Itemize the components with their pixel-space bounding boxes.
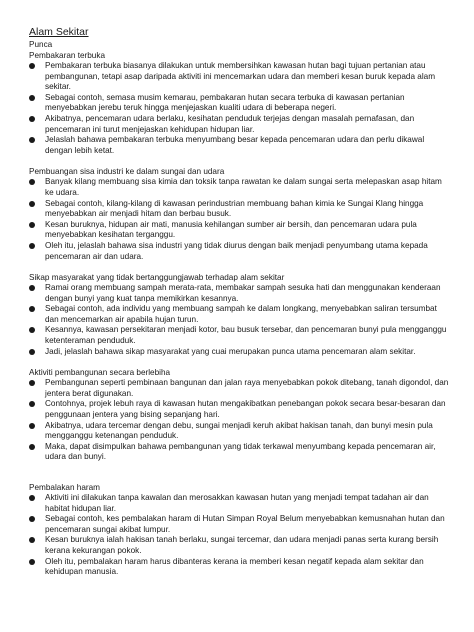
bullet-icon [29, 559, 35, 565]
bullet-icon [29, 95, 35, 101]
list-item-text: Akibatnya, udara tercemar dengan debu, sungai menjadi keruh akibat hakisan tanah, dan bunyi mesin pula mengganggu ketenangan penduduk. [45, 420, 433, 441]
bullet-icon [29, 137, 35, 143]
list-item-text: Pembakaran terbuka biasanya dilakukan untuk membersihkan kawasan hutan bagi tujuan pertanian atau pembangunan, tetapi asap daripada aktiviti ini mencemarkan udara dan memberi kesan buruk kepada alam sekitar. [45, 61, 436, 92]
list-item-text: Sebagai contoh, kilang-kilang di kawasan perindustrian membuang bahan kimia ke Sungai Klang hingga menyebabkan air menjadi hitam dan berbau busuk. [45, 198, 424, 219]
list-item-text: Jadi, jelaslah bahawa sikap masyarakat yang cuai merupakan punca utama pencemaran alam sekitar. [45, 346, 416, 356]
list-item [29, 177, 450, 198]
bullet-icon [29, 116, 35, 122]
list-item-text: Kesan buruknya ialah hakisan tanah berlaku, sungai tercemar, dan udara menjadi panas serta kurang bersih kerana kekurangan pokok. [45, 535, 439, 555]
bullet-list [29, 378, 450, 463]
list-item [29, 135, 450, 156]
list-item-text: Kesan buruknya, hidupan air mati, manusia kehilangan sumber air bersih, dan pencemaran udara pula menyebabkan kesihatan terganggu. [45, 219, 417, 240]
list-item-text: Oleh itu, pembalakan haram harus dibanteras kerana ia memberi kesan negatif kepada alam sekitar dan kehidupan manusia. [45, 556, 424, 577]
list-item-text: Banyak kilang membuang sisa kimia dan toksik tanpa rawatan ke dalam sungai serta melepaskan asap hitam ke udara. [45, 177, 442, 197]
bullet-icon [29, 401, 35, 407]
section-pembalakan-haram [29, 482, 450, 578]
list-item-text: Jelaslah bahawa pembakaran terbuka menyumbang besar kepada pencemaran udara dan perlu dikawal dengan lebih ketat. [45, 135, 425, 155]
bullet-icon [29, 380, 35, 386]
section-heading: Pembuangan sisa industri ke dalam sungai dan udara [29, 167, 225, 177]
bullet-list [29, 61, 450, 156]
list-item [29, 514, 450, 535]
bullet-list [29, 493, 450, 578]
bullet-icon [29, 285, 35, 291]
bullet-icon [29, 243, 35, 249]
section-heading: Aktiviti pembangunan secara berlebiha [29, 368, 171, 378]
list-item [29, 93, 450, 114]
list-item [29, 220, 450, 241]
list-item-text: Kesannya, kawasan persekitaran menjadi kotor, bau busuk tersebar, dan pencemaran bunyi pula mengganggu ketenteraman penduduk. [45, 325, 447, 346]
bullet-icon [29, 327, 35, 333]
list-item [29, 347, 450, 358]
bullet-icon [29, 516, 35, 522]
bullet-icon [29, 423, 35, 429]
list-item [29, 283, 450, 304]
section-sisa-industri [29, 166, 450, 262]
section-aktiviti-pembangunan [29, 367, 450, 463]
list-item-text: Pembangunan seperti pembinaan bangunan dan jalan raya menyebabkan pokok ditebang, tanah digondol, dan jentera berat digunakan. [45, 378, 449, 398]
list-item [29, 557, 450, 578]
bullet-icon [29, 349, 35, 355]
bullet-list [29, 177, 450, 262]
list-item-text: Oleh itu, jelaslah bahawa sisa industri yang tidak diurus dengan baik menjadi penyumbang utama kepada pencemaran air dan udara. [45, 240, 428, 261]
bullet-icon [29, 201, 35, 207]
list-item [29, 399, 450, 420]
list-item [29, 241, 450, 262]
list-item [29, 442, 450, 463]
list-item-text: Aktiviti ini dilakukan tanpa kawalan dan merosakkan kawasan hutan yang menjadi tempat tadahan air dan habitat hidupan liar. [45, 493, 429, 513]
bullet-icon [29, 222, 35, 228]
list-item [29, 493, 450, 514]
list-item [29, 114, 450, 135]
section-pembakaran-terbuka [29, 50, 450, 156]
section-heading: Pembalakan haram [29, 483, 100, 492]
list-item-text: Sebagai contoh, ada individu yang membuang sampah ke dalam longkang, menyebabkan saliran tersumbat dan mencemarkan air apabila hujan turun. [45, 304, 437, 324]
list-item [29, 421, 450, 442]
bullet-list [29, 283, 450, 357]
bullet-icon [29, 63, 35, 69]
spacer [29, 473, 450, 482]
list-item [29, 325, 450, 346]
list-item-text: Sebagai contoh, kes pembalakan haram di Hutan Simpan Royal Belum menyebabkan kemusnahan hutan dan pencemaran sungai akibat lumpur. [45, 514, 445, 534]
list-item [29, 378, 450, 399]
list-item-text: Contohnya, projek lebuh raya di kawasan hutan mengakibatkan penebangan pokok secara besar-besaran dan penggunaan jentera yang bising sepanjang hari. [45, 399, 446, 420]
list-item-text: Ramai orang membuang sampah merata-rata, membakar sampah sesuka hati dan menggunakan kenderaan dengan bunyi yang kuat tanpa memikirkan kesannya. [45, 283, 441, 303]
document-title: Alam Sekitar [29, 26, 89, 38]
bullet-icon [29, 306, 35, 312]
list-item [29, 535, 450, 556]
list-item-text: Akibatnya, pencemaran udara berlaku, kesihatan penduduk terjejas dengan masalah pernafasan, dan pencemaran ini turut menjejaskan kehidupan hidupan liar. [45, 113, 415, 134]
list-item [29, 199, 450, 220]
list-item-text: Sebagai contoh, semasa musim kemarau, pembakaran hutan secara terbuka di kawasan pertanian menyebabkan jerebu teruk hingga menjejaskan kualiti udara di beberapa negeri. [45, 92, 405, 113]
bullet-icon [29, 495, 35, 501]
list-item-text: Maka, dapat disimpulkan bahawa pembangunan yang tidak terkawal menyumbang kepada pencemaran air, udara dan bunyi. [45, 441, 436, 462]
list-item [29, 61, 450, 93]
bullet-icon [29, 444, 35, 450]
bullet-icon [29, 179, 35, 185]
list-item [29, 304, 450, 325]
bullet-icon [29, 537, 35, 543]
section-heading: Sikap masyarakat yang tidak bertanggungjawab terhadap alam sekitar [29, 273, 285, 283]
section-sikap-masyarakat [29, 272, 450, 357]
section-heading: Pembakaran terbuka [29, 51, 106, 60]
document-subtitle: Punca [29, 40, 53, 49]
